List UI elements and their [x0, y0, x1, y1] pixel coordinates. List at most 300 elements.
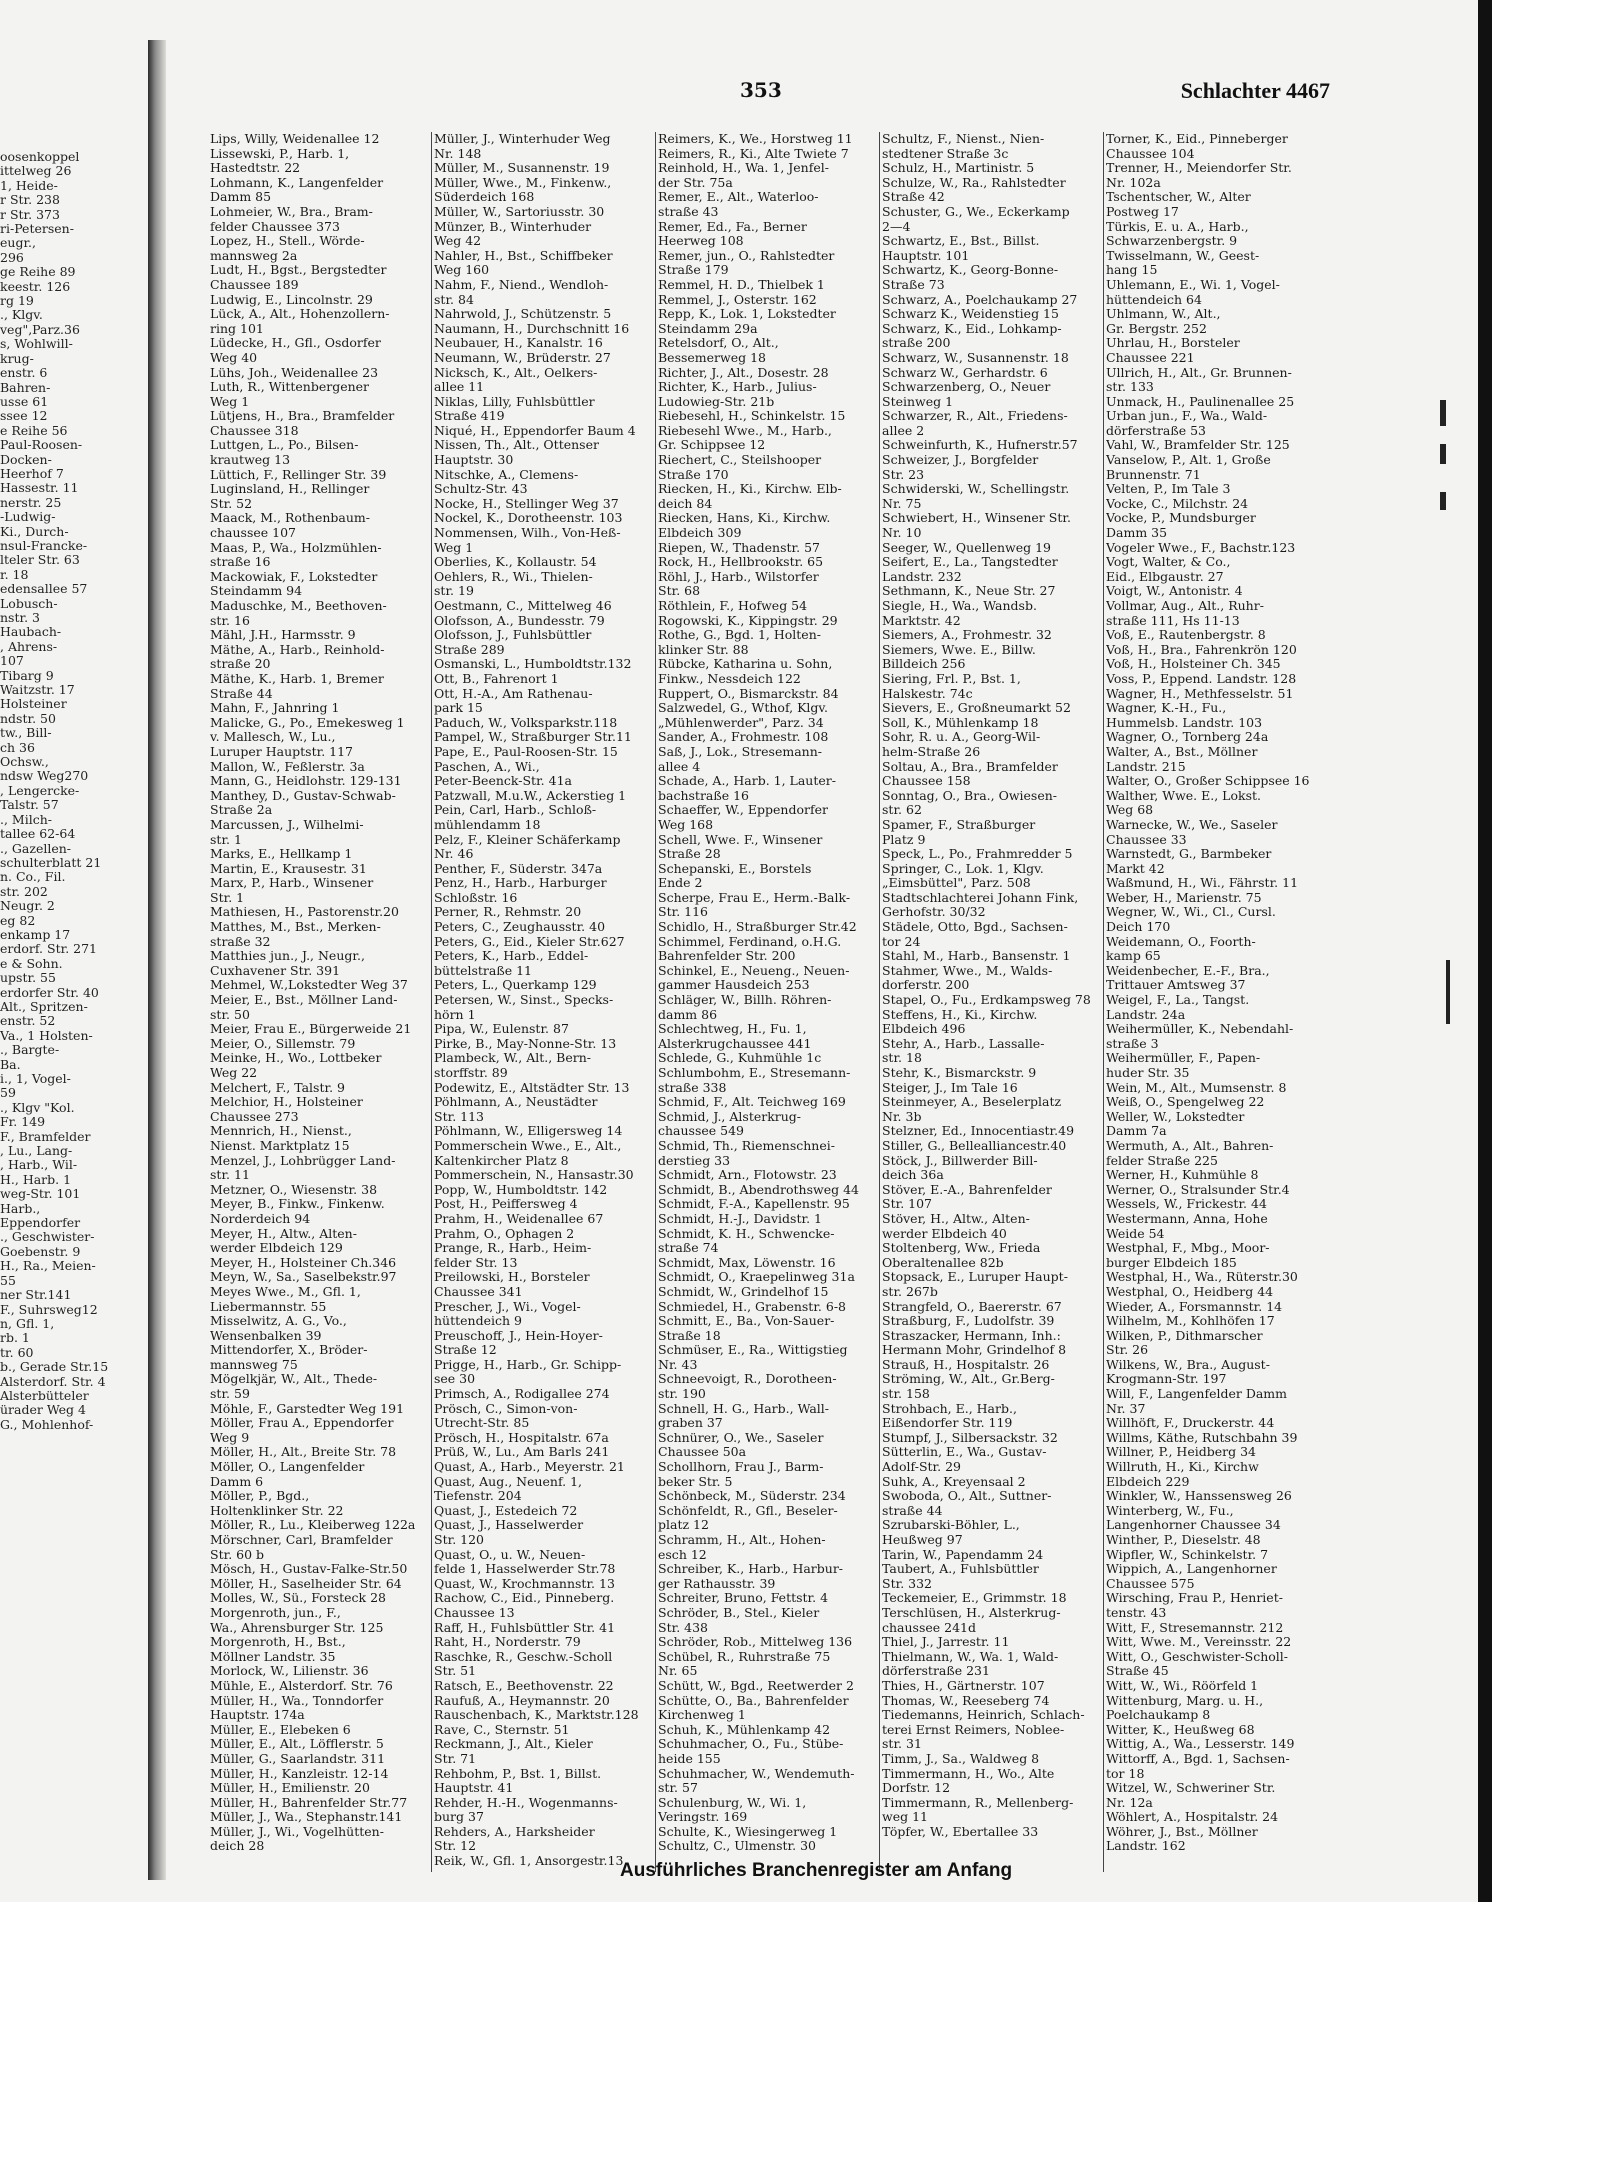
- facing-page-line: Bahren-: [0, 379, 51, 395]
- directory-entry-line: Schwiebert, H., Winsener Str.: [882, 511, 1071, 526]
- directory-entry-line: Straße 42: [882, 190, 945, 205]
- directory-entry-line: Müller, J., Wa., Stephanstr.141: [210, 1810, 403, 1825]
- directory-entry-line: Landstr. 162: [1106, 1839, 1186, 1854]
- directory-entry-line: Ludwig, E., Lincolnstr. 29: [210, 292, 373, 307]
- directory-entry-line: Mäthe, K., Harb. 1, Bremer: [210, 671, 384, 686]
- facing-page-line: Alsterbütteler: [0, 1387, 89, 1403]
- directory-entry-line: Meyes Wwe., M., Gfl. 1,: [210, 1284, 361, 1299]
- directory-entry-line: Sievers, E., Großneumarkt 52: [882, 701, 1071, 716]
- directory-entry-line: Tarin, W., Papendamm 24: [882, 1547, 1044, 1562]
- directory-entry-line: Damm 85: [210, 190, 272, 205]
- directory-entry-line: Deich 170: [1106, 920, 1171, 935]
- facing-page-line: , Harb., Wil-: [0, 1157, 78, 1173]
- directory-entry-line: Str. 68: [658, 584, 701, 599]
- directory-entry-line: straße 338: [658, 1080, 727, 1095]
- directory-entry-line: Molles, W., Sü., Forsteck 28: [210, 1591, 386, 1606]
- directory-entry-line: Stelzner, Ed., Innocentiastr.49: [882, 1124, 1075, 1139]
- directory-entry-line: Prösch, H., Hospitalstr. 67a: [434, 1430, 609, 1445]
- directory-entry-line: Thies, H., Gärtnerstr. 107: [882, 1678, 1045, 1693]
- directory-entry-line: Chaussee 318: [210, 423, 299, 438]
- directory-entry-line: Niqué, H., Eppendorfer Baum 4: [434, 423, 636, 438]
- directory-entry-line: str. 158: [882, 1387, 930, 1402]
- directory-entry-line: Weide 54: [1106, 1226, 1165, 1241]
- directory-entry-line: Chaussee 273: [210, 1109, 299, 1124]
- directory-entry-line: Kaltenkircher Platz 8: [434, 1153, 569, 1168]
- directory-entry-line: Schreiber, K., Harb., Harbur-: [658, 1562, 844, 1577]
- directory-entry-line: Mähl, J.H., Harmsstr. 9: [210, 628, 356, 643]
- margin-mark: [1440, 444, 1446, 464]
- directory-entry-line: Witt, O., Geschwister-Scholl-: [1106, 1649, 1288, 1664]
- facing-page-line: r. 18: [0, 566, 29, 582]
- directory-entry-line: Walther, Wwe. E., Lokst.: [1106, 788, 1261, 803]
- directory-entry-line: Müller, M., Susannenstr. 19: [434, 161, 610, 176]
- directory-entry-line: Chaussee 221: [1106, 350, 1195, 365]
- directory-entry-line: Wegner, W., Wi., Cl., Cursl.: [1106, 905, 1276, 920]
- directory-entry-line: Str. 52: [210, 496, 253, 511]
- directory-entry-line: Str. 51: [434, 1664, 477, 1679]
- directory-entry-line: Schepanski, E., Borstels: [658, 861, 812, 876]
- directory-entry-line: Witt, Wwe. M., Vereinsstr. 22: [1106, 1635, 1292, 1650]
- facing-page-line: H., Harb. 1: [0, 1171, 72, 1187]
- directory-entry-line: Melchior, H., Holsteiner: [210, 1095, 363, 1110]
- directory-entry-line: Marx, P., Harb., Winsener: [210, 876, 374, 891]
- directory-entry-line: Ratsch, E., Beethovenstr. 22: [434, 1678, 614, 1693]
- directory-entry-line: Liebermannstr. 55: [210, 1299, 327, 1314]
- directory-entry-line: Morgenroth, jun., F.,: [210, 1605, 341, 1620]
- directory-entry-line: Müller, H., Wa., Tonndorfer: [210, 1693, 384, 1708]
- directory-entry-line: Stiller, G., Bellealliancestr.40: [882, 1138, 1067, 1153]
- directory-entry-line: derstieg 33: [658, 1153, 731, 1168]
- directory-entry-line: Hauptstr. 41: [434, 1781, 514, 1796]
- directory-entry-line: Wilkens, W., Bra., August-: [1106, 1357, 1270, 1372]
- directory-entry-line: Straße 2a: [210, 803, 273, 818]
- directory-entry-line: Müller, H., Emilienstr. 20: [210, 1781, 370, 1796]
- directory-entry-line: Pampel, W., Straßburger Str.11: [434, 730, 632, 745]
- margin-mark: [1440, 492, 1446, 510]
- directory-entry-line: Ludowieg-Str. 21b: [658, 394, 775, 409]
- facing-page-line: Haubach-: [0, 624, 62, 640]
- directory-entry-line: Schwarz, K., Eid., Lohkamp-: [882, 321, 1062, 336]
- directory-entry-line: Will, F., Langenfelder Damm: [1106, 1387, 1288, 1402]
- directory-entry-line: Schulte, K., Wiesingerweg 1: [658, 1824, 838, 1839]
- facing-page-line: Ki., Durch-: [0, 523, 69, 539]
- directory-entry-line: Rock, H., Hellbrookstr. 65: [658, 555, 824, 570]
- directory-entry-line: Müller, W., Sartoriusstr. 30: [434, 204, 605, 219]
- directory-entry-line: Vogeler Wwe., F., Bachstr.123: [1106, 540, 1296, 555]
- directory-entry-line: Warnstedt, G., Barmbeker: [1106, 847, 1272, 862]
- facing-page-line: eugr.,: [0, 235, 36, 251]
- directory-entry-line: Sonntag, O., Bra., Owiesen-: [882, 788, 1058, 803]
- directory-entry-line: Mallon, W., Feßlerstr. 3a: [210, 759, 365, 774]
- directory-entry-line: str. 11: [210, 1168, 250, 1183]
- facing-page-line: enkamp 17: [0, 926, 71, 942]
- directory-entry-line: Schmidt, H.-J., Davidstr. 1: [658, 1211, 822, 1226]
- directory-entry-line: park 15: [434, 701, 483, 716]
- directory-entry-line: Ullrich, H., Alt., Gr. Brunnen-: [1106, 365, 1292, 380]
- directory-entry-line: Steiger, J., Im Tale 16: [882, 1080, 1018, 1095]
- directory-entry-line: Stöver, H., Altw., Alten-: [882, 1211, 1030, 1226]
- directory-entry-line: Norderdeich 94: [210, 1211, 311, 1226]
- directory-entry-line: Meyn, W., Sa., Saselbekstr.97: [210, 1270, 397, 1285]
- facing-page-line: n, Gfl. 1,: [0, 1315, 55, 1331]
- facing-page-line: r Str. 238: [0, 192, 60, 208]
- facing-page-line: 107: [0, 653, 24, 669]
- directory-entry-line: Schütte, O., Ba., Bahrenfelder: [658, 1693, 849, 1708]
- facing-page-line: schulterblatt 21: [0, 854, 102, 870]
- directory-entry-line: Petersen, W., Sinst., Specks-: [434, 993, 614, 1008]
- directory-entry-line: Gr. Bergstr. 252: [1106, 321, 1207, 336]
- facing-page-fragment: [0, 150, 150, 1880]
- directory-entry-line: Neubauer, H., Kanalstr. 16: [434, 336, 603, 351]
- directory-entry-line: ger Rathausstr. 39: [658, 1576, 776, 1591]
- directory-entry-line: Marks, E., Hellkamp 1: [210, 847, 353, 862]
- directory-entry-line: Bessemerweg 18: [658, 350, 767, 365]
- directory-entry-line: Mann, G., Heidlohstr. 129-131: [210, 774, 402, 789]
- directory-entry-line: Schnürer, O., We., Saseler: [658, 1430, 824, 1445]
- directory-entry-line: Straße 12: [434, 1343, 497, 1358]
- directory-entry-line: Straßburg, F., Ludolfstr. 39: [882, 1314, 1055, 1329]
- directory-entry-line: felder Str. 13: [434, 1255, 518, 1270]
- directory-entry-line: werder Elbdeich 40: [882, 1226, 1007, 1241]
- directory-entry-line: Suhk, A., Kreyensaal 2: [882, 1474, 1026, 1489]
- directory-entry-line: Morlock, W., Lilienstr. 36: [210, 1664, 369, 1679]
- scan-edge: [1478, 0, 1492, 1902]
- facing-page-line: Heerhof 7: [0, 465, 64, 481]
- directory-entry-line: Str. 113: [434, 1109, 484, 1124]
- directory-entry-line: Weihermüller, F., Papen-: [1106, 1051, 1261, 1066]
- directory-entry-line: Westphal, H., Wa., Rüterstr.30: [1106, 1270, 1298, 1285]
- directory-entry-line: straße 111, Hs 11-13: [1106, 613, 1240, 628]
- directory-entry-line: Westphal, O., Heidberg 44: [1106, 1284, 1274, 1299]
- directory-entry-line: Marcussen, J., Wilhelmi-: [210, 817, 364, 832]
- directory-entry-line: Rothe, G., Bgd. 1, Holten-: [658, 628, 821, 643]
- directory-entry-line: Schlede, G., Kuhmühle 1c: [658, 1051, 822, 1066]
- directory-entry-line: terei Ernst Reimers, Noblee-: [882, 1722, 1065, 1737]
- facing-page-line: e & Sohn.: [0, 955, 63, 971]
- directory-entry-line: Morgenroth, H., Bst.,: [210, 1635, 346, 1650]
- directory-entry-line: Hauptstr. 30: [434, 453, 514, 468]
- directory-entry-line: Meier, Frau E., Bürgerweide 21: [210, 1022, 412, 1037]
- directory-entry-line: straße 32: [210, 934, 271, 949]
- directory-entry-line: Stahl, M., Harb., Bansenstr. 1: [882, 949, 1071, 964]
- directory-entry-line: Heußweg 97: [882, 1533, 963, 1547]
- directory-entry-line: Schübel, R., Ruhrstraße 75: [658, 1649, 831, 1664]
- directory-entry-line: Elbdeich 496: [882, 1022, 966, 1037]
- directory-entry-line: Schollhorn, Frau J., Barm-: [658, 1460, 824, 1475]
- directory-entry-line: Malicke, G., Po., Emekesweg 1: [210, 715, 405, 730]
- facing-page-line: weg-Str. 101: [0, 1186, 81, 1202]
- directory-entry-line: Neumann, W., Brüderstr. 27: [434, 350, 611, 365]
- directory-entry-line: Strangfeld, O., Baererstr. 67: [882, 1299, 1062, 1314]
- directory-entry-line: kamp 65: [1106, 949, 1161, 964]
- directory-entry-line: Schmidt, F.-A., Kapellenstr. 95: [658, 1197, 850, 1212]
- directory-entry-line: Post, H., Peiffersweg 4: [434, 1197, 578, 1212]
- directory-entry-line: Mösch, H., Gustav-Falke-Str.50: [210, 1562, 408, 1577]
- facing-page-line: ndstr. 50: [0, 710, 56, 726]
- directory-entry-line: Pommerschein Wwe., E., Alt.,: [434, 1138, 622, 1153]
- facing-page-line: edensallee 57: [0, 581, 88, 597]
- directory-entry-line: Postweg 17: [1106, 204, 1179, 219]
- directory-entry-line: Damm 35: [1106, 526, 1168, 541]
- directory-entry-line: Nitschke, A., Clemens-: [434, 467, 579, 482]
- directory-entry-line: Schulz, H., Martinistr. 5: [882, 161, 1035, 176]
- directory-entry-line: felder Straße 225: [1106, 1153, 1218, 1168]
- directory-entry-line: Utrecht-Str. 85: [434, 1416, 530, 1431]
- directory-entry-line: Straße 419: [434, 409, 505, 424]
- directory-entry-line: Wöhlert, A., Hospitalstr. 24: [1106, 1810, 1279, 1825]
- directory-entry-line: straße 43: [658, 204, 719, 219]
- directory-entry-line: Paduch, W., Volksparkstr.118: [434, 715, 618, 730]
- directory-entry-line: Remmel, H. D., Thielbek 1: [658, 277, 825, 292]
- directory-entry-line: Weg 1: [434, 540, 474, 555]
- directory-entry-line: felde 1, Hasselwerder Str.78: [434, 1562, 616, 1577]
- directory-entry-line: Weidemann, O., Foorth-: [1106, 934, 1256, 949]
- directory-entry-line: Stahmer, Wwe., M., Walds-: [882, 963, 1053, 978]
- directory-entry-line: Müller, G., Saarlandstr. 311: [210, 1751, 386, 1766]
- directory-entry-line: Weg 22: [210, 1066, 258, 1080]
- directory-entry-line: Cuxhavener Str. 391: [210, 963, 341, 978]
- directory-entry-line: Lütjens, H., Bra., Bramfelder: [210, 409, 395, 424]
- directory-entry-line: Röhl, J., Harb., Wilstorfer: [658, 569, 819, 584]
- directory-entry-line: Steffens, H., Ki., Kirchw.: [882, 1007, 1038, 1022]
- directory-entry-line: Ruppert, O., Bismarckstr. 84: [658, 686, 839, 701]
- directory-entry-line: Voss, P., Eppend. Landstr. 128: [1106, 671, 1297, 686]
- facing-page-line: 59: [0, 1085, 16, 1101]
- directory-entry-line: Strohbach, E., Harb.,: [882, 1401, 1017, 1416]
- directory-entry-line: Quast, A., Harb., Meyerstr. 21: [434, 1460, 625, 1475]
- page-number: 353: [740, 78, 782, 102]
- directory-entry-line: Wippich, A., Langenhorner: [1106, 1562, 1277, 1577]
- directory-entry-line: Weg 160: [434, 263, 490, 278]
- directory-entry-line: Vocke, C., Milchstr. 24: [1106, 496, 1249, 511]
- directory-entry-line: Reinhold, H., Wa. 1, Jenfel-: [658, 161, 829, 176]
- directory-entry-line: Walter, A., Bst., Möllner: [1106, 744, 1258, 759]
- directory-entry-line: Meyer, H., Holsteiner Ch.346: [210, 1255, 397, 1270]
- directory-entry-line: str. 190: [658, 1387, 706, 1402]
- directory-entry-line: Oberlies, K., Kollaustr. 54: [434, 555, 597, 570]
- directory-entry-line: Schütt, W., Bgd., Reetwerder 2: [658, 1678, 854, 1693]
- directory-entry-line: Torner, K., Eid., Pinneberger: [1106, 132, 1288, 146]
- facing-page-line: , Lu., Lang-: [0, 1143, 73, 1159]
- directory-entry-line: Luginsland, H., Rellinger: [210, 482, 370, 497]
- directory-entry-line: Primsch, A., Rodigallee 274: [434, 1387, 610, 1402]
- facing-page-line: r Str. 373: [0, 206, 60, 222]
- facing-page-line: , Ahrens-: [0, 638, 58, 654]
- directory-entry-line: Tschentscher, W., Alter: [1106, 190, 1251, 205]
- directory-entry-line: Müller, J., Wi., Vogelhütten-: [210, 1824, 384, 1839]
- directory-entry-line: Ott, H.-A., Am Rathenau-: [434, 686, 593, 701]
- directory-entry-line: Gr. Schippsee 12: [658, 438, 766, 453]
- directory-entry-line: Soll, K., Mühlenkamp 18: [882, 715, 1039, 730]
- directory-entry-line: Hermann Mohr, Grindelhof 8: [882, 1343, 1067, 1358]
- directory-entry-line: Schreiter, Bruno, Fettstr. 4: [658, 1591, 829, 1606]
- directory-entry-line: Wittenburg, Marg. u. H.,: [1106, 1693, 1264, 1708]
- directory-entry-line: Riecken, Hans, Ki., Kirchw.: [658, 511, 831, 526]
- directory-entry-line: Schimmel, Ferdinand, o.H.G.: [658, 934, 842, 949]
- facing-page-line: Hassestr. 11: [0, 480, 79, 496]
- directory-entry-line: Riecken, H., Ki., Kirchw. Elb-: [658, 482, 842, 497]
- directory-entry-line: Töpfer, W., Ebertallee 33: [882, 1824, 1039, 1839]
- directory-entry-line: Veringstr. 169: [658, 1810, 748, 1825]
- facing-page-line: ndsw Weg270: [0, 768, 89, 784]
- directory-entry-line: Mathiesen, H., Pastorenstr.20: [210, 905, 399, 920]
- directory-entry-line: Ende 2: [658, 876, 703, 891]
- directory-entry-line: Wein, M., Alt., Mumsenstr. 8: [1106, 1080, 1287, 1095]
- directory-entry-line: Winterberg, W., Fu.,: [1106, 1503, 1234, 1518]
- directory-entry-line: Möller, O., Langenfelder: [210, 1460, 365, 1475]
- directory-entry-line: Richter, K., Harb., Julius-: [658, 380, 817, 395]
- directory-entry-line: Stöver, E.-A., Bahrenfelder: [882, 1182, 1052, 1197]
- facing-page-line: str. 202: [0, 883, 48, 899]
- directory-entry-line: Müller, H., Bahrenfelder Str.77: [210, 1795, 408, 1810]
- directory-entry-line: Holtenklinker Str. 22: [210, 1503, 344, 1518]
- directory-entry-line: Raff, H., Fuhlsbüttler Str. 41: [434, 1620, 616, 1635]
- directory-entry-line: Luruper Hauptstr. 117: [210, 744, 353, 759]
- directory-entry-line: dörferstraße 53: [1106, 423, 1206, 438]
- directory-entry-line: Str. 71: [434, 1751, 477, 1766]
- directory-entry-line: Möller, R., Lu., Kleiberweg 122a: [210, 1518, 416, 1533]
- directory-entry-line: straße 200: [882, 336, 951, 351]
- directory-entry-line: Hastedtstr. 22: [210, 161, 301, 176]
- facing-page-line: enstr. 6: [0, 365, 48, 381]
- directory-entry-line: Witter, K., Heußweg 68: [1106, 1722, 1255, 1737]
- directory-entry-line: Oehlers, R., Wi., Thielen-: [434, 569, 593, 584]
- directory-entry-line: Röthlein, F., Hofweg 54: [658, 599, 808, 613]
- directory-entry-line: storffstr. 89: [434, 1066, 508, 1080]
- directory-entry-line: allee 11: [434, 380, 485, 395]
- directory-entry-line: Schwarz W., Gerhardstr. 6: [882, 365, 1048, 380]
- directory-entry-line: damm 86: [658, 1007, 718, 1022]
- directory-entry-line: Wipfler, W., Schinkelstr. 7: [1106, 1547, 1269, 1562]
- directory-entry-line: Wilken, P., Dithmarscher: [1106, 1328, 1263, 1343]
- directory-entry-line: deich 36a: [882, 1168, 944, 1183]
- directory-entry-line: Chaussee 33: [1106, 832, 1187, 847]
- directory-entry-line: Schuster, G., We., Eckerkamp: [882, 204, 1070, 219]
- directory-entry-line: Str. 107: [882, 1197, 932, 1212]
- directory-entry-line: Twisselmann, W., Geest-: [1106, 248, 1260, 263]
- directory-entry-line: Schmiedel, H., Grabenstr. 6-8: [658, 1299, 847, 1314]
- directory-entry-line: Nienst. Marktplatz 15: [210, 1138, 350, 1153]
- directory-entry-line: Nahrwold, J., Schützenstr. 5: [434, 307, 612, 322]
- directory-entry-line: Wagner, O., Tornberg 24a: [1106, 730, 1269, 745]
- directory-entry-line: Melchert, F., Talstr. 9: [210, 1080, 345, 1095]
- directory-entry-line: Pipa, W., Eulenstr. 87: [434, 1022, 569, 1037]
- directory-entry-line: Taubert, A., Fuhlsbüttler: [882, 1562, 1039, 1577]
- directory-entry-line: Soltau, A., Bra., Bramfelder: [882, 759, 1058, 774]
- directory-entry-line: Ludt, H., Bgst., Bergstedter: [210, 263, 387, 278]
- directory-entry-line: Preilowski, H., Borsteler: [434, 1270, 590, 1285]
- directory-entry-line: Pirke, B., May-Nonne-Str. 13: [434, 1036, 617, 1051]
- directory-entry-line: Thielmann, W., Wa. 1, Wald-: [882, 1649, 1059, 1664]
- directory-columns: [210, 132, 1330, 1902]
- directory-entry-line: Voigt, W., Antonistr. 4: [1106, 584, 1243, 599]
- directory-entry-line: Straße 179: [658, 263, 729, 278]
- directory-entry-line: Prüß, W., Lu., Am Barls 241: [434, 1445, 610, 1460]
- directory-entry-line: Schultz, F., Nienst., Nien-: [882, 132, 1045, 146]
- directory-entry-line: Schlumbohm, E., Stresemann-: [658, 1066, 851, 1080]
- directory-entry-line: bachstraße 16: [658, 788, 749, 803]
- directory-entry-line: Rachow, C., Eid., Pinneberg.: [434, 1591, 615, 1606]
- directory-entry-line: Siemers, Wwe. E., Billw.: [882, 642, 1036, 657]
- directory-entry-line: hörn 1: [434, 1007, 476, 1022]
- directory-entry-line: Pöhlmann, W., Elligersweg 14: [434, 1124, 623, 1139]
- directory-entry-line: Lohmann, K., Langenfelder: [210, 175, 384, 190]
- directory-entry-line: Schultz-Str. 43: [434, 482, 528, 497]
- facing-page-line: Fr. 149: [0, 1114, 46, 1130]
- directory-entry-line: Willms, Käthe, Rutschbahn 39: [1106, 1430, 1298, 1445]
- directory-entry-line: Steindamm 29a: [658, 321, 758, 336]
- directory-entry-line: Schuhmacher, W., Wendemuth-: [658, 1766, 855, 1781]
- facing-page-line: Harb.,: [0, 1200, 41, 1216]
- facing-page-line: i., 1, Vogel-: [0, 1071, 71, 1086]
- directory-entry-line: Nr. 75: [882, 496, 922, 511]
- directory-entry-line: Wa., Ahrensburger Str. 125: [210, 1620, 384, 1635]
- directory-entry-line: Terschlüsen, H., Alsterkrug-: [882, 1605, 1061, 1620]
- facing-page-line: Va., 1 Holsten-: [0, 1027, 93, 1043]
- directory-entry-line: Landstr. 215: [1106, 759, 1186, 774]
- directory-entry-line: Maduschke, M., Beethoven-: [210, 599, 387, 613]
- directory-entry-line: Stoltenberg, Ww., Frieda: [882, 1241, 1041, 1256]
- directory-entry-line: Eid., Elbgaustr. 27: [1106, 569, 1224, 584]
- directory-entry-line: Schade, A., Harb. 1, Lauter-: [658, 774, 836, 789]
- directory-entry-line: Mackowiak, F., Lokstedter: [210, 569, 378, 584]
- directory-entry-line: Remer, jun., O., Rahlstedter: [658, 248, 835, 263]
- directory-entry-line: Olofsson, J., Fuhlsbüttler: [434, 628, 592, 643]
- directory-entry-line: Weller, W., Lokstedter: [1106, 1109, 1245, 1124]
- directory-entry-line: Sohr, R. u. A., Georg-Wil-: [882, 730, 1041, 745]
- directory-entry-line: Str. 12: [434, 1839, 477, 1854]
- directory-entry-line: Str. 23: [882, 467, 925, 482]
- directory-entry-line: Stehr, K., Bismarckstr. 9: [882, 1066, 1037, 1080]
- directory-entry-line: Schnell, H. G., Harb., Wall-: [658, 1401, 829, 1416]
- facing-page-line: n. Co., Fil.: [0, 869, 66, 885]
- directory-entry-line: weg 11: [882, 1810, 928, 1825]
- directory-entry-line: Rauschenbach, K., Marktstr.128: [434, 1708, 639, 1723]
- directory-entry-line: Müller, J., Winterhuder Weg: [434, 132, 611, 146]
- directory-entry-line: Stadtschlachterei Johann Fink,: [882, 890, 1079, 905]
- directory-entry-line: Podewitz, E., Altstädter Str. 13: [434, 1080, 630, 1095]
- directory-entry-line: Prahm, O., Ophagen 2: [434, 1226, 575, 1241]
- directory-entry-line: Ströming, W., Alt., Gr.Berg-: [882, 1372, 1055, 1387]
- directory-entry-line: Uhrlau, H., Borsteler: [1106, 336, 1240, 351]
- directory-entry-line: Nr. 3b: [882, 1109, 922, 1124]
- directory-entry-line: Schröder, B., Stel., Kieler: [658, 1605, 820, 1620]
- directory-entry-line: Heerweg 108: [658, 234, 744, 249]
- directory-entry-line: Schmüser, E., Ra., Wittigstieg: [658, 1343, 848, 1358]
- directory-entry-line: Timmermann, R., Mellenberg-: [882, 1795, 1074, 1810]
- facing-page-line: Neugr. 2: [0, 898, 55, 914]
- directory-entry-line: Schwarzenberg, O., Neuer: [882, 380, 1051, 395]
- facing-page-line: s, Wohlwill-: [0, 336, 73, 352]
- directory-entry-line: Quast, W., Krochmannstr. 13: [434, 1576, 615, 1591]
- directory-entry-line: Manthey, D., Gustav-Schwab-: [210, 788, 396, 803]
- directory-entry-line: Schloßstr. 16: [434, 890, 518, 905]
- directory-entry-line: Finkw., Nessdeich 122: [658, 671, 801, 686]
- facing-page-line: 55: [0, 1272, 16, 1288]
- directory-entry-line: Kirchenweg 1: [658, 1708, 746, 1723]
- directory-entry-line: chaussee 107: [210, 526, 297, 541]
- directory-entry-line: Müller, Wwe., M., Finkenw.,: [434, 175, 612, 190]
- directory-entry-line: Steinmeyer, A., Beselerplatz: [882, 1095, 1062, 1110]
- directory-entry-line: Penther, F., Süderstr. 347a: [434, 861, 603, 876]
- directory-column-1: [210, 132, 432, 1872]
- directory-entry-line: Mögelkjär, W., Alt., Thede-: [210, 1372, 378, 1387]
- directory-entry-line: Schmidt, K. H., Schwencke-: [658, 1226, 835, 1241]
- directory-entry-line: Nicksch, K., Alt., Oelkers-: [434, 365, 598, 380]
- directory-entry-line: Willhöft, F., Druckerstr. 44: [1106, 1416, 1275, 1431]
- directory-entry-line: Str. 332: [882, 1576, 932, 1591]
- directory-entry-line: Vanselow, P., Alt. 1, Große: [1106, 453, 1271, 468]
